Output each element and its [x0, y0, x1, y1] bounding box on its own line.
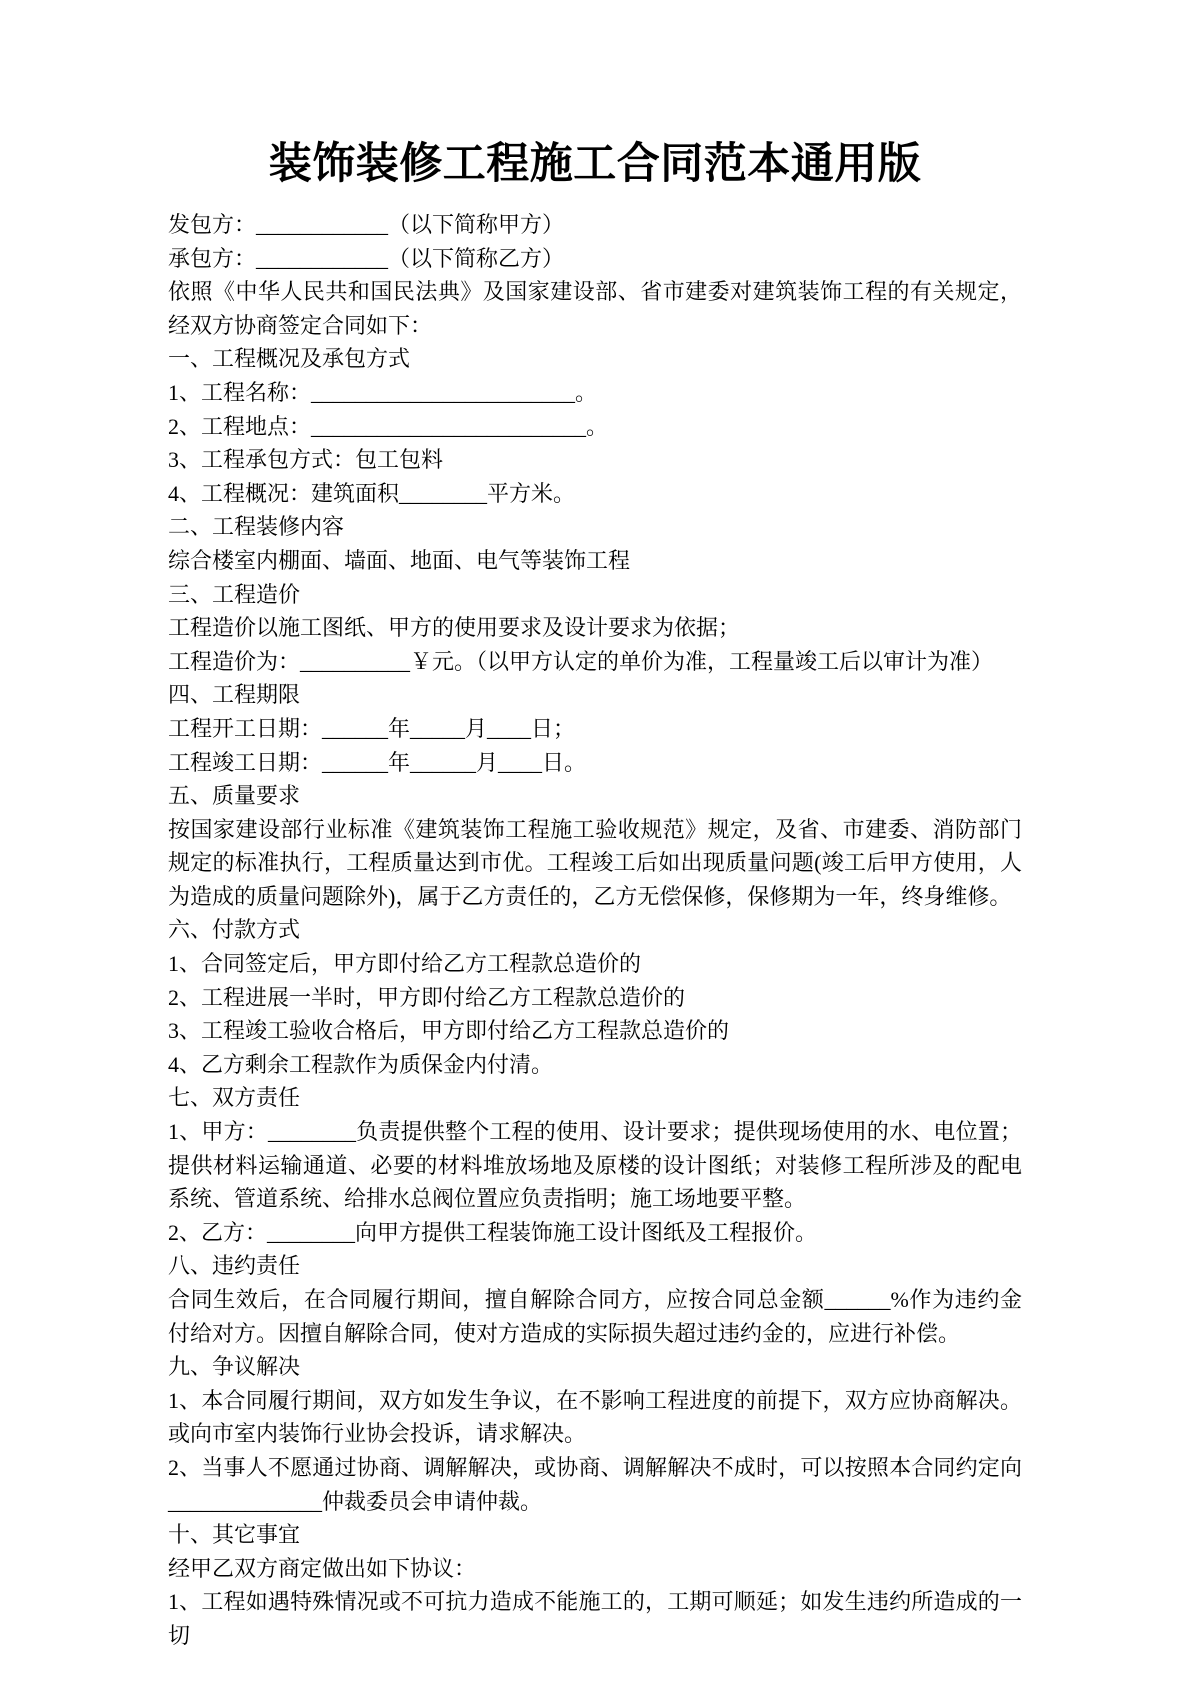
paragraph: 二、工程装修内容: [168, 514, 345, 540]
paragraph: 发包方：____________（以下简称甲方）: [168, 212, 565, 237]
paragraph: 2、乙方：________向甲方提供工程装饰施工设计图纸及工程报价。: [168, 1219, 818, 1245]
paragraph: 按国家建设部行业标准《建筑装饰工程施工验收规范》规定，及省、市建委、消防部门规定的标准执行，工程质量达到市优。工程竣工后如出现质量问题(竣工后甲方使用，人为造成的质量问题除外)，属于乙方责任的，乙方无偿保修，保修期为一年，终身维修。: [168, 816, 1022, 909]
document-body: [168, 208, 1022, 1653]
paragraph: 工程造价以施工图纸、甲方的使用要求及设计要求为依据；: [168, 615, 741, 641]
paragraph: 工程竣工日期：______年______月____日。: [168, 749, 587, 775]
paragraph: 2、工程进展一半时，甲方即付给乙方工程款总造价的: [168, 984, 686, 1010]
paragraph: 4、乙方剩余工程款作为质保金内付清。: [168, 1051, 554, 1077]
paragraph: 四、工程期限: [168, 682, 301, 708]
paragraph: 1、工程名称：________________________。: [168, 379, 598, 405]
paragraph: 五、质量要求: [168, 783, 301, 809]
paragraph: 七、双方责任: [168, 1085, 301, 1111]
paragraph: 八、违约责任: [168, 1253, 301, 1279]
paragraph: 经甲乙双方商定做出如下协议：: [168, 1555, 477, 1581]
paragraph: 4、工程概况：建筑面积________平方米。: [168, 480, 576, 506]
paragraph: 3、工程承包方式：包工包料: [168, 447, 444, 473]
paragraph: 1、合同签定后，甲方即付给乙方工程款总造价的: [168, 951, 642, 977]
paragraph: 2、当事人不愿通过协商、调解解决，或协商、调解解决不成时，可以按照本合同约定向______________仲裁委员会申请仲裁。: [168, 1454, 1022, 1514]
paragraph: 承包方：____________（以下简称乙方）: [168, 245, 565, 271]
paragraph: 九、争议解决: [168, 1354, 301, 1380]
paragraph: 十、其它事宜: [168, 1522, 301, 1548]
document-title: 装饰装修工程施工合同范本通用版: [268, 141, 922, 188]
paragraph: 一、工程概况及承包方式: [168, 346, 411, 372]
paragraph: 综合楼室内棚面、墙面、地面、电气等装饰工程: [168, 547, 631, 573]
paragraph: 工程开工日期：______年_____月____日；: [168, 715, 576, 741]
paragraph: 工程造价为：__________￥元。（以甲方认定的单价为准，工程量竣工后以审计为准）: [168, 648, 994, 674]
paragraph: 1、甲方：________负责提供整个工程的使用、设计要求；提供现场使用的水、电位置；提供材料运输通道、必要的材料堆放场地及原楼的设计图纸；对装修工程所涉及的配电系统、管道系统、给排水总阀位置应负责指明；施工场地要平整。: [168, 1119, 1022, 1212]
paragraph: 2、工程地点：_________________________。: [168, 413, 609, 439]
paragraph: 三、工程造价: [168, 581, 301, 607]
paragraph: 依照《中华人民共和国民法典》及国家建设部、省市建委对建筑装饰工程的有关规定，经双方协商签定合同如下：: [168, 279, 1022, 338]
paragraph: 合同生效后，在合同履行期间，擅自解除合同方，应按合同总金额______%作为违约金付给对方。因擅自解除合同，使对方造成的实际损失超过违约金的，应进行补偿。: [168, 1287, 1022, 1346]
paragraph: 3、工程竣工验收合格后，甲方即付给乙方工程款总造价的: [168, 1018, 730, 1044]
paragraph: 六、付款方式: [168, 917, 301, 943]
paragraph: 1、本合同履行期间，双方如发生争议，在不影响工程进度的前提下，双方应协商解决。或向市室内装饰行业协会投诉，请求解决。: [168, 1387, 1022, 1447]
paragraph: 1、工程如遇特殊情况或不可抗力造成不能施工的，工期可顺延；如发生违约所造成的一切: [168, 1589, 1022, 1648]
